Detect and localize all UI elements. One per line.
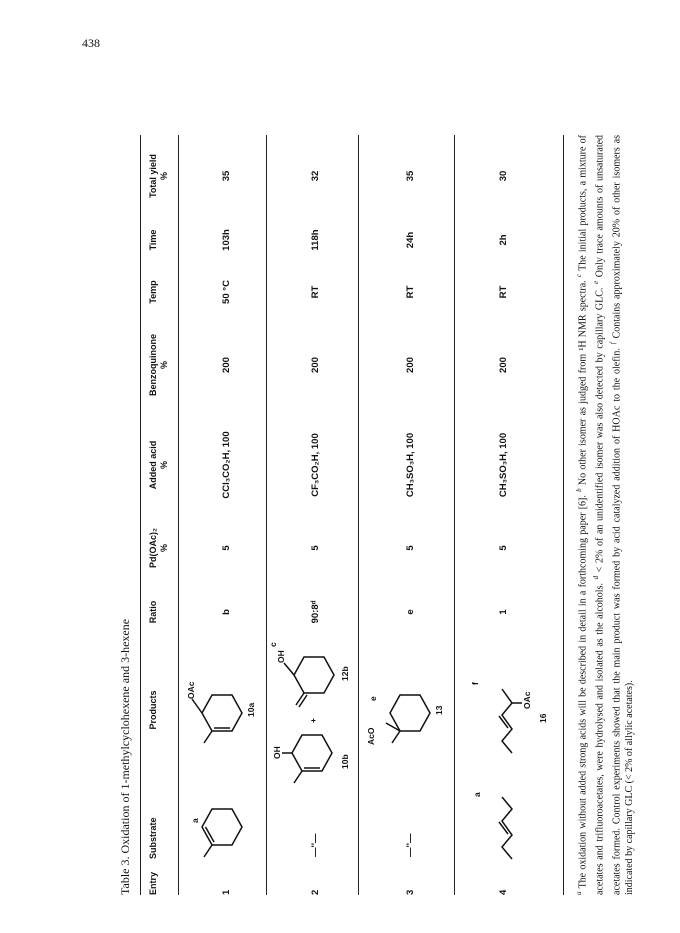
row1-yield: 35 — [221, 170, 232, 182]
header-benzoquinone — [148, 325, 170, 405]
header-yield-line2: % — [159, 172, 169, 181]
page-number: 438 — [82, 36, 100, 50]
row4-acid: CH₃SO₃H, 100 — [498, 432, 509, 498]
row3-pd: 5 — [405, 545, 416, 551]
table-top-rule — [140, 135, 141, 895]
header-pd-line1: Pd(OAc)₂ — [148, 528, 158, 568]
footnote-b: No other isomer as judged from ¹H NMR spectra. — [577, 280, 589, 486]
row4-substrate-structure — [474, 781, 529, 861]
row1-entry: 1 — [221, 889, 232, 895]
row1-benzoquinone: 200 — [221, 357, 232, 373]
row4-pd: 5 — [498, 545, 509, 551]
row3-substrate: —''— — [405, 833, 416, 857]
row1-time: 103h — [221, 229, 232, 251]
header-acid-line2: % — [159, 461, 169, 470]
row3-note: e — [368, 696, 378, 701]
row2-substrate: —''— — [310, 833, 321, 857]
row1-acid: CCl₃CO₂H, 100 — [221, 431, 232, 499]
row2-rule — [358, 135, 359, 895]
header-entry: Entry — [148, 871, 158, 895]
row2-compound-number2: 12b — [340, 666, 350, 681]
row2-yield: 32 — [310, 170, 321, 182]
row2-product2-structure — [278, 635, 347, 705]
header-substrate: Substrate — [148, 817, 158, 859]
row2-plus: + — [308, 718, 318, 723]
row2-pd: 5 — [310, 545, 321, 551]
row4-note: f — [470, 682, 480, 685]
row4-yield: 30 — [498, 170, 509, 182]
row3-acid: CH₃SO₃H, 100 — [405, 432, 416, 498]
row1-oac-label: OAc — [186, 681, 196, 699]
row1-pd: 5 — [221, 545, 232, 551]
row3-temp: RT — [405, 285, 416, 299]
row3-product-structure — [374, 665, 443, 745]
row2-note: c — [268, 642, 278, 647]
table-footnotes: $^a$ The oxidation without added strong acids will be described in detail in a forthcoming paper [6]. $^b$ No other isomer as judged from ¹H NMR spectra. $^c$ The initial products, a mixture of acetates and trifluoroacetates, were hydrolysed and isolated as the alcohols. $^d$ < 2% of an unidentified isomer was also detected by capillary GLC. $^e$ Only trace amounts of unsaturated acetates formed. Control experiments showed that the main product was formed by acid catalyzed addition of HOAc to the olefin. $^f$ Contains approximately 20% of other isomers as indicated by capillary GLC (< 2% of allylic acetates). — [575, 134, 636, 895]
row3-time: 24h — [405, 231, 416, 249]
row2-oh1-label: OH — [272, 746, 282, 759]
header-pd-line2: % — [159, 544, 169, 553]
rotated-table-page — [118, 135, 678, 895]
row4-temp: RT — [498, 285, 509, 299]
header-ratio: Ratio — [148, 600, 158, 624]
row4-time: 2h — [498, 234, 509, 246]
header-yield-line1: Total yield — [148, 154, 158, 198]
header-pd — [148, 519, 170, 577]
row1-substrate-structure — [190, 797, 255, 857]
table-bottom-rule — [563, 135, 564, 895]
header-time: Time — [148, 229, 158, 251]
row4-benzoquinone: 200 — [498, 357, 509, 373]
header-temp: Temp — [148, 280, 158, 304]
header-bq-line1: Benzoquinone — [148, 334, 158, 396]
row1-substrate-note: a — [190, 818, 200, 823]
row2-product1-structure — [280, 713, 345, 783]
row2-ratio: 90:8ᵈ — [310, 600, 321, 624]
footnote-d: < 2% of an unidentified isomer was also detected by capillary GLC. — [594, 287, 606, 573]
header-rule — [178, 135, 179, 895]
row2-entry: 2 — [310, 889, 321, 895]
footnote-f: Contains approximately 20% of other isomers as indicated by capillary GLC (< 2% of allylic acetates). — [610, 135, 636, 895]
footnote-c: The initial products, a mixture of acetates and trifluoroacetates, were hydrolysed and isolated as the alcohols. — [577, 134, 606, 895]
row3-ratio: e — [405, 609, 416, 615]
row3-rule — [454, 135, 455, 895]
row1-ratio: b — [221, 609, 232, 615]
row4-substrate-note: a — [472, 792, 482, 797]
row2-time: 118h — [310, 229, 321, 251]
row3-yield: 35 — [405, 170, 416, 182]
row4-entry: 4 — [498, 889, 509, 895]
row1-compound-number: 10a — [246, 702, 256, 717]
row4-ratio: 1 — [498, 609, 509, 615]
footnote-a: The oxidation without added strong acids will be described in detail in a forthcoming paper [6]. — [577, 495, 589, 889]
row2-oh2-label: OH — [276, 650, 286, 663]
table-caption: Table 3. Oxidation of 1-methylcyclohexene and 3-hexene — [118, 618, 132, 895]
row2-compound-number1: 10b — [340, 754, 350, 769]
header-products: Products — [148, 690, 158, 730]
row1-product-structure — [188, 665, 253, 745]
row2-temp: RT — [310, 285, 321, 299]
row1-rule — [266, 135, 267, 895]
header-acid-line1: Added acid — [148, 440, 158, 490]
row2-acid: CF₃CO₂H, 100 — [310, 433, 321, 497]
footnote-e: Only trace amounts of unsaturated acetates formed. Control experiments showed that the main product was formed by acid catalyzed addition of HOAc to the olefin. — [594, 134, 622, 895]
row4-compound-number: 16 — [538, 713, 548, 723]
row3-compound-number: 13 — [434, 705, 444, 715]
row3-entry: 3 — [405, 889, 416, 895]
row3-benzoquinone: 200 — [405, 357, 416, 373]
header-acid — [148, 425, 170, 505]
row1-temp: 50 °C — [221, 280, 232, 304]
header-yield — [148, 141, 170, 211]
row4-oac-label: OAc — [522, 691, 532, 709]
row3-aco-label: AcO — [366, 727, 376, 745]
header-bq-line2: % — [159, 361, 169, 370]
row2-benzoquinone: 200 — [310, 357, 321, 373]
